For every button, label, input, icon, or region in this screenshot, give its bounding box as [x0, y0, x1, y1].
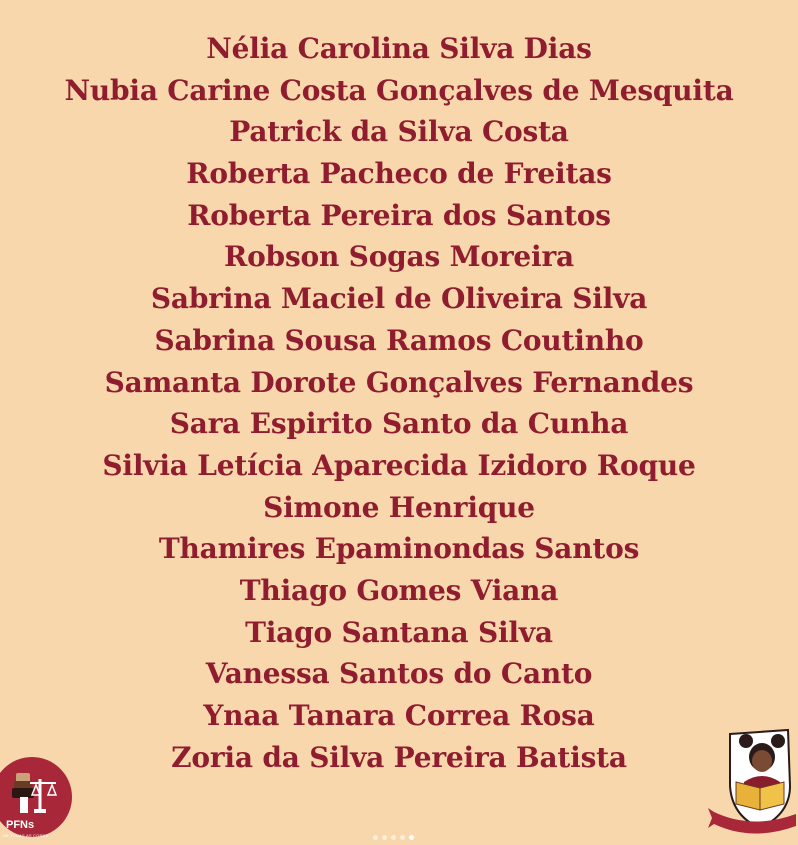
name-item: Roberta Pereira dos Santos [187, 198, 611, 232]
name-item: Sabrina Sousa Ramos Coutinho [154, 323, 644, 357]
logo-label: PFNs [6, 819, 35, 831]
name-item: Vanessa Santos do Canto [205, 657, 593, 691]
logo-tagline: DE TODAS AS CORES [3, 833, 49, 838]
name-item: Robson Sogas Moreira [224, 240, 574, 274]
name-item: Nubia Carine Costa Gonçalves de Mesquita [64, 73, 734, 107]
name-item: Thiago Gomes Viana [239, 573, 559, 607]
name-item: Tiago Santana Silva [245, 615, 553, 649]
name-item: Sara Espirito Santo da Cunha [169, 407, 629, 441]
carousel-dot[interactable] [391, 835, 396, 840]
carousel-dot[interactable] [382, 835, 387, 840]
name-item: Simone Henrique [263, 490, 535, 524]
carousel-dot[interactable] [373, 835, 378, 840]
name-item: Samanta Dorote Gonçalves Fernandes [104, 365, 694, 399]
name-item: Silvia Letícia Aparecida Izidoro Roque [102, 448, 696, 482]
names-list [0, 28, 798, 778]
name-item: Ynaa Tanara Correa Rosa [203, 699, 595, 732]
name-item: Sabrina Maciel de Oliveira Silva [150, 282, 648, 316]
carousel-dot-active[interactable] [409, 835, 414, 840]
justice-fist-icon [0, 767, 62, 817]
carousel-dot[interactable] [400, 835, 405, 840]
pfns-logo [0, 757, 72, 845]
name-item: Roberta Pacheco de Freitas [186, 157, 612, 191]
reading-girl-crest [706, 724, 798, 845]
name-item: Patrick da Silva Costa [229, 115, 569, 149]
carousel-dots [373, 835, 414, 841]
name-item: Zoria da Silva Pereira Batista [171, 740, 627, 774]
name-item: Thamires Epaminondas Santos [158, 532, 640, 566]
name-item: Nélia Carolina Silva Dias [206, 32, 592, 65]
